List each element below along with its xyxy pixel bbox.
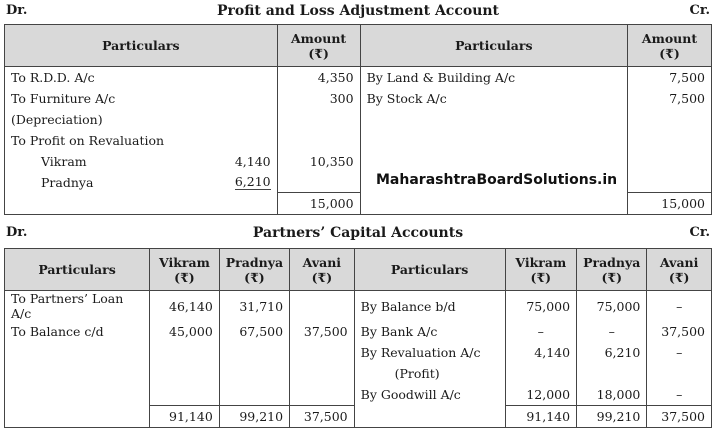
pl-header-particulars-right: Particulars bbox=[360, 25, 627, 67]
table-row: To Balance c/d 45,000 67,500 37,500 By Bank A/c – – 37,500 bbox=[5, 321, 712, 342]
table-row: To R.D.D. A/c 4,350 By Land & Building A/c 7,500 bbox=[5, 67, 712, 88]
cap-table bbox=[4, 248, 712, 428]
cap-header-vikram-right: Vikram (₹) bbox=[505, 249, 577, 291]
cap-total-pradnya-right: 99,210 bbox=[577, 405, 647, 427]
table-row: Vikram 4,140 10,350 bbox=[5, 151, 712, 172]
table-row: To Furniture A/c 300 By Stock A/c 7,500 bbox=[5, 88, 712, 109]
pl-cr-label: Cr. bbox=[689, 3, 710, 18]
table-row: (Profit) bbox=[5, 363, 712, 384]
cap-header-particulars-left: Particulars bbox=[5, 249, 150, 291]
cap-total-pradnya-left: 99,210 bbox=[219, 405, 289, 427]
pl-header-particulars-left: Particulars bbox=[5, 25, 278, 67]
table-row: (Depreciation) bbox=[5, 109, 712, 130]
cap-dr-label: Dr. bbox=[6, 225, 28, 240]
cap-header-pradnya-left: Pradnya (₹) bbox=[219, 249, 289, 291]
cap-total-avani-left: 37,500 bbox=[290, 405, 355, 427]
cap-header-particulars-right: Particulars bbox=[354, 249, 505, 291]
pl-total-right: 15,000 bbox=[628, 193, 712, 215]
cap-header-vikram-left: Vikram (₹) bbox=[150, 249, 220, 291]
table-row: To Partners’ Loan A/c 46,140 31,710 By Balance b/d 75,000 75,000 – bbox=[5, 291, 712, 322]
cap-cr-label: Cr. bbox=[689, 225, 710, 240]
watermark-logo: MaharashtraBoardSolutions.in bbox=[376, 172, 618, 188]
cap-header-avani-right: Avani (₹) bbox=[647, 249, 712, 291]
pl-header-amount-left: Amount (₹) bbox=[277, 25, 360, 67]
table-row: By Revaluation A/c 4,140 6,210 – bbox=[5, 342, 712, 363]
cap-title-row bbox=[0, 222, 716, 244]
cap-total-avani-right: 37,500 bbox=[647, 405, 712, 427]
cap-total-row bbox=[5, 405, 712, 427]
table-row: To Profit on Revaluation bbox=[5, 130, 712, 151]
table-row: Pradnya 6,210 bbox=[5, 172, 712, 193]
pl-dr-label: Dr. bbox=[6, 3, 28, 18]
pl-total-row bbox=[5, 193, 712, 215]
cap-header-avani-left: Avani (₹) bbox=[290, 249, 355, 291]
pl-title-row bbox=[0, 0, 716, 22]
pl-total-left: 15,000 bbox=[277, 193, 360, 215]
cap-total-vikram-left: 91,140 bbox=[150, 405, 220, 427]
cap-title: Partners’ Capital Accounts bbox=[252, 225, 464, 241]
table-row: By Goodwill A/c 12,000 18,000 – bbox=[5, 384, 712, 405]
cap-header-pradnya-right: Pradnya (₹) bbox=[577, 249, 647, 291]
pl-header-amount-right: Amount (₹) bbox=[628, 25, 712, 67]
cap-total-vikram-right: 91,140 bbox=[505, 405, 577, 427]
pl-title: Profit and Loss Adjustment Account bbox=[216, 3, 500, 19]
